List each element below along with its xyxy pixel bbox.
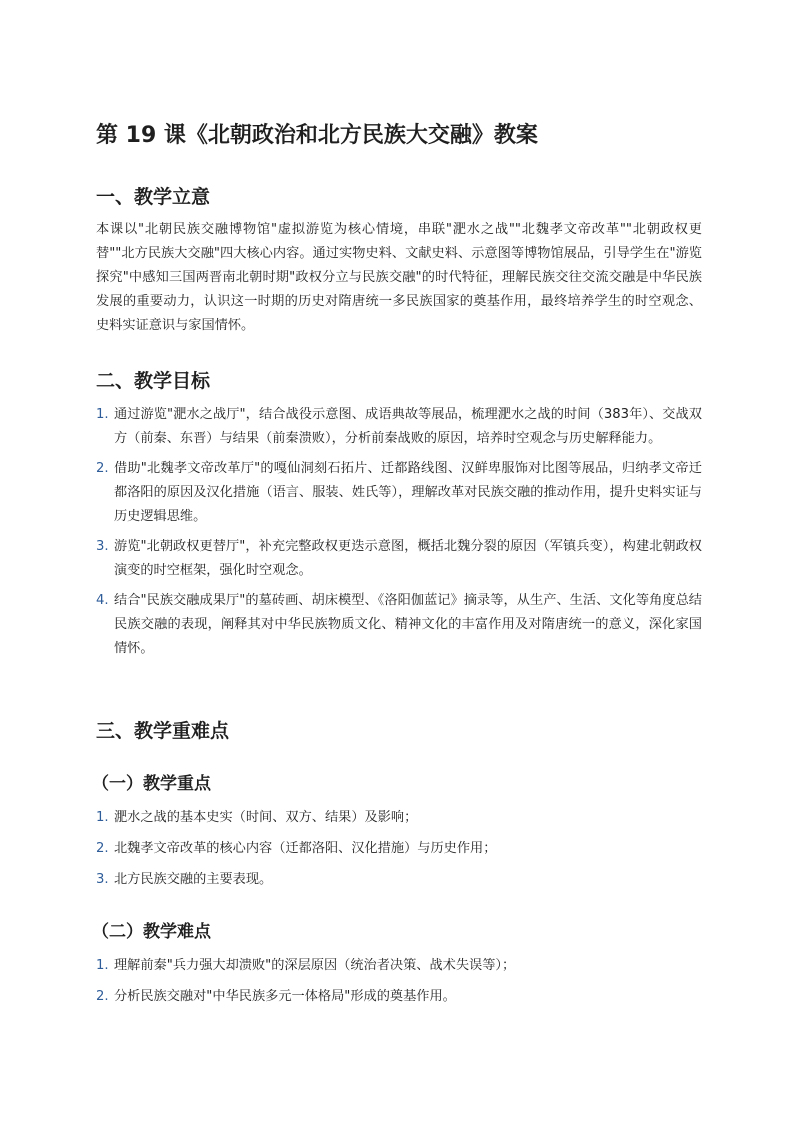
list-number: 4. (96, 593, 109, 608)
list-item-text: 理解前秦"兵力强大却溃败"的深层原因（统治者决策、战术失误等）； (114, 958, 516, 973)
list-item (96, 985, 702, 1009)
list-item-text: 淝水之战的基本史实（时间、双方、结果）及影响； (114, 810, 418, 825)
list-number: 3. (96, 539, 109, 554)
list-number: 2. (96, 841, 109, 856)
list-item (96, 457, 702, 529)
key-points-list (96, 806, 702, 899)
list-item (96, 954, 702, 978)
list-item-text: 借助"北魏孝文帝改革厅"的嘎仙洞刻石拓片、迁都路线图、汉鲜卑服饰对比图等展品，归纳孝文帝迁都洛阳的原因及汉化措施（语言、服装、姓氏等），理解改革对民族交融的推动作用，提升史料实证与历史逻辑思维。 (114, 461, 702, 524)
list-item (96, 403, 702, 451)
list-item (96, 806, 702, 830)
objectives-list (96, 403, 702, 667)
list-number: 2. (96, 461, 109, 476)
list-item (96, 868, 702, 892)
list-item-text: 通过游览"淝水之战厅"，结合战役示意图、成语典故等展品，梳理淝水之战的时间（383年）、交战双方（前秦、东晋）与结果（前秦溃败），分析前秦战败的原因，培养时空观念与历史解释能力。 (114, 407, 702, 446)
section-heading-objectives: 二、教学目标 (96, 370, 211, 392)
list-item-text: 结合"民族交融成果厅"的墓砖画、胡床模型、《洛阳伽蓝记》摘录等，从生产、生活、文化等角度总结民族交融的表现，阐释其对中华民族物质文化、精神文化的丰富作用及对隋唐统一的意义，深化家国情怀。 (114, 593, 702, 656)
list-item-text: 分析民族交融对"中华民族多元一体格局"形成的奠基作用。 (114, 989, 456, 1004)
list-number: 3. (96, 872, 109, 887)
list-number: 1. (96, 810, 109, 825)
list-item-text: 北魏孝文帝改革的核心内容（迁都洛阳、汉化措施）与历史作用； (114, 841, 497, 856)
subsection-heading-difficult-points: （二）教学难点 (92, 922, 211, 942)
section-heading-key-difficult-points: 三、教学重难点 (96, 720, 230, 742)
list-item-text: 北方民族交融的主要表现。 (114, 872, 273, 887)
section-heading-rationale: 一、教学立意 (96, 186, 211, 208)
list-item (96, 837, 702, 861)
difficult-points-list (96, 954, 702, 1016)
list-item-text: 游览"北朝政权更替厅"，补充完整政权更迭示意图，概括北魏分裂的原因（军镇兵变），构建北朝政权演变的时空框架，强化时空观念。 (114, 539, 702, 578)
list-number: 1. (96, 958, 109, 973)
subsection-heading-key-points: （一）教学重点 (92, 774, 211, 794)
list-item (96, 535, 702, 583)
list-number: 2. (96, 989, 109, 1004)
list-item (96, 589, 702, 661)
list-number: 1. (96, 407, 109, 422)
document-title: 第 19 课《北朝政治和北方民族大交融》教案 (96, 123, 538, 148)
rationale-paragraph: 本课以"北朝民族交融博物馆"虚拟游览为核心情境，串联"淝水之战""北魏孝文帝改革""北朝政权更替""北方民族大交融"四大核心内容。通过实物史料、文献史料、示意图等博物馆展品，引导学生在"游览探究"中感知三国两晋南北朝时期"政权分立与民族交融"的时代特征，理解民族交往交流交融是中华民族发展的重要动力，认识这一时期的历史对隋唐统一多民族国家的奠基作用，最终培养学生的时空观念、史料实证意识与家国情怀。 (96, 222, 702, 333)
